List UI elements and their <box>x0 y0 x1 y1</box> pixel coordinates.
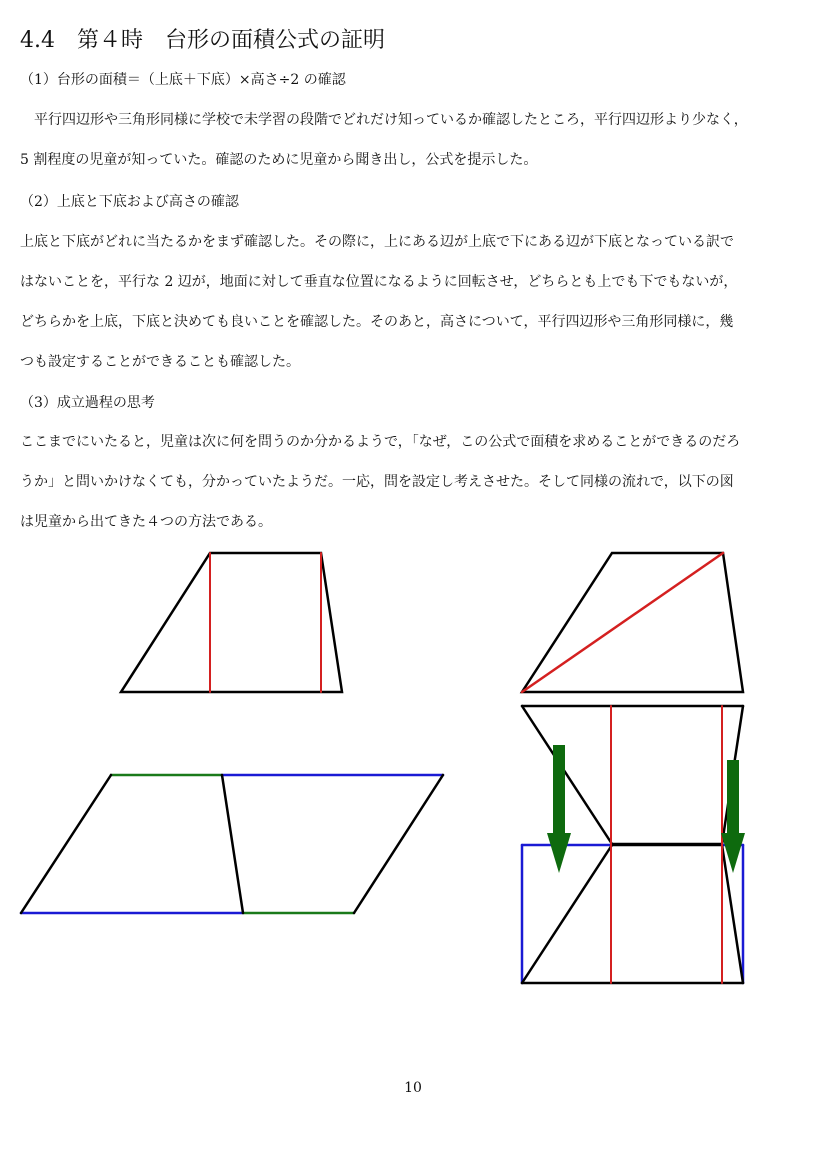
left-edge <box>21 775 111 913</box>
middle-edge <box>222 775 243 913</box>
diagonal-line <box>522 553 723 692</box>
move-down-arrow-icon <box>547 745 571 873</box>
body-line: 平行四辺形や三角形同様に学校で未学習の段階でどれだけ知っているか確認したところ，平行四辺形より少なく， <box>34 112 748 128</box>
figure-trapezoid-heights <box>121 553 342 692</box>
subsection-3-heading: （3）成立過程の思考 <box>20 395 155 411</box>
body-line: どちらかを上底，下底と決めても良いことを確認した。そのあと，高さについて，平行四辺形や三角形同様に，幾 <box>20 314 734 330</box>
figure-trapezoid-diagonal <box>522 553 743 692</box>
body-line: 上底と下底がどれに当たるかをまず確認した。その際に，上にある辺が上底で下にある辺が下底となっている訳で <box>20 234 734 250</box>
body-line: うか」と問いかけなくても，分かっていたようだ。一応，問を設定し考えさせた。そして同様の流れで，以下の図 <box>20 474 734 490</box>
trapezoid-outline <box>522 553 743 692</box>
subsection-2-heading: （2）上底と下底および高さの確認 <box>20 194 239 210</box>
page-number: 10 <box>404 1080 422 1096</box>
body-line: 5 割程度の児童が知っていた。確認のために児童から聞き出し，公式を提示した。 <box>20 152 538 168</box>
body-line: はないことを，平行な 2 辺が，地面に対して垂直な位置になるように回転させ，どちらとも上でも下でもないが， <box>20 274 738 290</box>
body-line: つも設定することができることも確認した。 <box>20 354 300 370</box>
body-line: ここまでにいたると，児童は次に何を問うのか分かるようで，「なぜ，この公式で面積を求めることができるのだろ <box>20 434 741 450</box>
subsection-1-heading: （1）台形の面積＝（上底＋下底）×高さ÷2 の確認 <box>20 72 346 88</box>
lower-left-diagonal <box>522 845 612 983</box>
figure-parallelogram <box>21 775 443 913</box>
figure-rectangle-rearrangement <box>522 706 745 983</box>
right-edge <box>354 775 443 913</box>
trapezoid-outline <box>121 553 342 692</box>
section-title: 4.4 第４時 台形の面積公式の証明 <box>20 28 385 53</box>
body-line: は児童から出てきた４つの方法である。 <box>20 514 272 530</box>
upper-left-edge <box>522 706 612 844</box>
